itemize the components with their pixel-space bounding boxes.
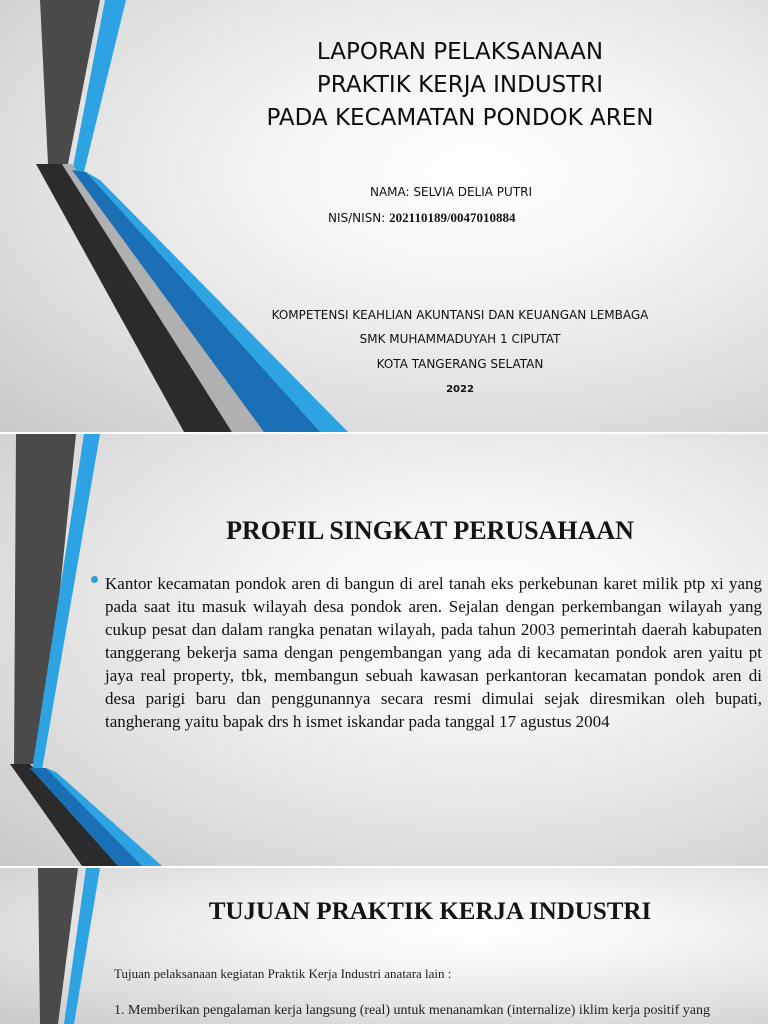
student-name: NAMA: SELVIA DELIA PUTRI bbox=[370, 185, 533, 199]
city-line: KOTA TANGERANG SELATAN bbox=[376, 357, 544, 371]
school-line: SMK MUHAMMADUYAH 1 CIPUTAT bbox=[359, 332, 561, 346]
goals-heading: TUJUAN PRAKTIK KERJA INDUSTRI bbox=[208, 898, 652, 925]
report-title-line-2: PRAKTIK KERJA INDUSTRI bbox=[316, 72, 604, 98]
profile-paragraph: Kantor kecamatan pondok aren di bangun di arel tanah eks perkebunan karet milik ptp xi yang pada saat itu masuk wilayah desa pondok aren. Sejalan dengan perkembangan wilayah yang cukup pesat dan dalam rangka penatan wilayah, pada tahun 2003 pemerintah daerah kabupaten tanggerang bekerja sama dengan pengembangan yang ada di kecamatan pondok aren yaitu pt jaya real property, tbk, membangun sebuah kawasan perkantoran kecamatan pondok aren di desa parigi baru dan penggunannya secara resmi dimulai sejak diresmikan oleh bupati, tangherang yaitu bapak drs h ismet iskandar pada tanggal 17 agustus 2004 bbox=[105, 574, 762, 731]
student-id-value: 202110189/0047010884 bbox=[389, 210, 516, 225]
profile-heading: PROFIL SINGKAT PERUSAHAAN bbox=[226, 516, 634, 545]
report-title-line-1: LAPORAN PELAKSANAAN bbox=[316, 39, 604, 65]
report-title-line-3: PADA KECAMATAN PONDOK AREN bbox=[266, 105, 654, 131]
slide-internship-goals bbox=[0, 868, 768, 1024]
decorative-stripes bbox=[0, 868, 768, 1024]
student-id-row bbox=[328, 210, 516, 226]
competency-line: KOMPETENSI KEAHLIAN AKUNTANSI DAN KEUANGAN LEMBAGA bbox=[271, 308, 649, 322]
slide-company-profile bbox=[0, 434, 768, 866]
slide-title-page bbox=[0, 0, 768, 432]
goals-item-1: 1. Memberikan pengalaman kerja langsung (real) untuk menanamkan (internalize) iklim kerja positif yang bbox=[114, 1003, 710, 1018]
student-id-label: NIS/NISN: bbox=[328, 211, 390, 225]
goals-intro: Tujuan pelaksanaan kegiatan Praktik Kerja Industri anatara lain : bbox=[114, 966, 452, 981]
bullet-icon bbox=[91, 576, 98, 583]
year-line: 2022 bbox=[446, 384, 474, 395]
